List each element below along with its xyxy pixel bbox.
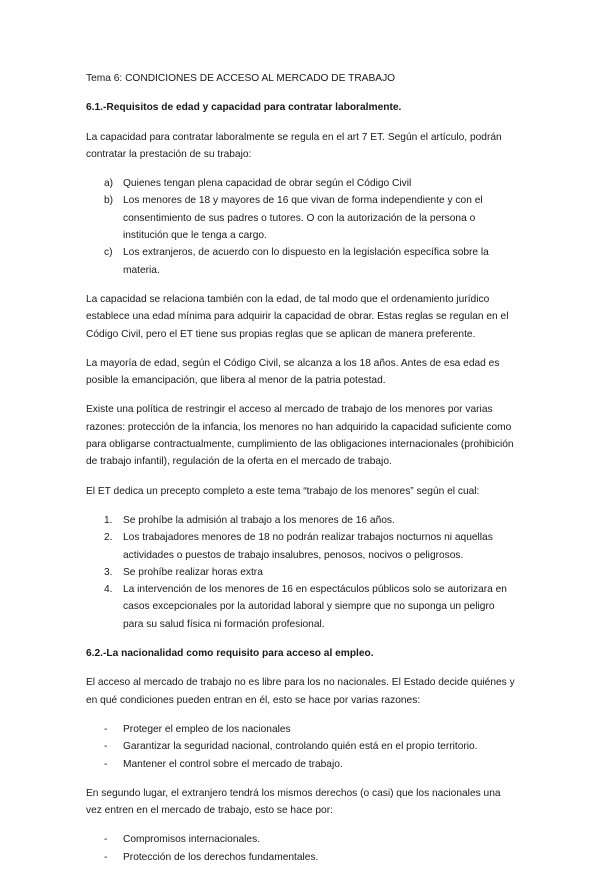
list-marker: - [104, 741, 108, 753]
requirements-list [86, 175, 516, 279]
rights-list [86, 831, 516, 866]
list-item [86, 175, 516, 192]
paragraph: El acceso al mercado de trabajo no es libre para los no nacionales. El Estado decide quiénes y en qué condiciones pueden entran en él, esto se hace por varias razones: [86, 677, 515, 706]
list-item [86, 192, 516, 244]
reasons-list [86, 721, 516, 773]
section-heading-6-2: 6.2.-La nacionalidad como requisito para acceso al empleo. [86, 648, 374, 660]
list-marker: a) [104, 178, 114, 190]
list-item-text: Mantener el control sobre el mercado de trabajo. [123, 758, 343, 770]
section-heading-6-1: 6.1.-Requisitos de edad y capacidad para contratar laboralmente. [86, 102, 402, 114]
list-item-text: Protección de los derechos fundamentales. [123, 851, 319, 863]
paragraph: Existe una política de restringir el acceso al mercado de trabajo de los menores por varias razones: protección de la infancia, los menores no han adquirido la capacidad suficiente como para obligarse contractualmente, cumplimiento de las obligaciones internacionales (prohibición de trabajo infantil), regulación de la oferta en el mercado de trabajo. [86, 404, 514, 468]
list-marker: c) [104, 247, 113, 259]
paragraph: La capacidad se relaciona también con la edad, de tal modo que el ordenamiento jurídico establece una edad mínima para adquirir la capacidad de obrar. Estas reglas se regulan en el Código Civil, pero el ET tiene sus propias reglas que se aplican de manera preferente. [86, 293, 509, 340]
list-item-text: Los extranjeros, de acuerdo con lo dispuesto en la legislación específica sobre la materia. [123, 247, 489, 276]
list-item [86, 721, 516, 738]
list-item-text: Quienes tengan plena capacidad de obrar según el Código Civil [123, 178, 412, 190]
list-marker: b) [104, 195, 114, 207]
list-item-text: La intervención de los menores de 16 en espectáculos públicos solo se autorizara en casos excepcionales por la autoridad laboral y siempre que no suponga un peligro para su salud física ni formación profesional. [123, 584, 507, 630]
paragraph: La mayoría de edad, según el Código Civil, se alcanza a los 18 años. Antes de esa edad es posible la emancipación, que libera al menor de la patria potestad. [86, 357, 500, 387]
list-item-text: Los trabajadores menores de 18 no podrán realizar trabajos nocturnos ni aquellas actividades o puestos de trabajo insalubres, penosos, nocivos o peligrosos. [123, 532, 493, 561]
list-item [86, 529, 516, 564]
paragraph: La capacidad para contratar laboralmente se regula en el art 7 ET. Según el artículo, podrán contratar la prestación de su trabajo: [86, 131, 502, 160]
list-marker: - [104, 834, 108, 846]
list-marker: 4. [104, 584, 113, 596]
document-body [86, 70, 516, 878]
minors-rules-list [86, 512, 516, 633]
list-item-text: Compromisos internacionales. [123, 834, 261, 846]
list-item [86, 564, 516, 581]
list-item-text: Se prohíbe realizar horas extra [123, 566, 263, 578]
list-item [86, 512, 516, 529]
list-marker: - [104, 758, 108, 770]
list-marker: - [104, 851, 108, 863]
list-item-text: Los menores de 18 y mayores de 16 que vivan de forma independiente y con el consentimiento de sus padres o tutores. O con la autorización de la persona o institución que le tenga a cargo. [123, 195, 483, 242]
list-item-text: Proteger el empleo de los nacionales [123, 723, 291, 735]
list-item [86, 738, 516, 755]
list-item [86, 831, 516, 848]
list-marker: 1. [104, 514, 113, 526]
list-item-text: Se prohíbe la admisión al trabajo a los menores de 16 años. [123, 514, 395, 526]
list-item [86, 581, 516, 633]
list-marker: 2. [104, 532, 113, 544]
list-item [86, 244, 516, 279]
list-marker: 3. [104, 566, 113, 578]
list-item-text: Garantizar la seguridad nacional, controlando quién está en el propio territorio. [123, 741, 478, 753]
list-item [86, 849, 516, 866]
document-title: Tema 6: CONDICIONES DE ACCESO AL MERCADO DE TRABAJO [86, 73, 396, 84]
list-marker: - [104, 723, 108, 735]
paragraph: En segundo lugar, el extranjero tendrá los mismos derechos (o casi) que los nacionales una vez entren en el mercado de trabajo, esto se hace por: [86, 787, 501, 817]
paragraph: El ET dedica un precepto completo a este tema “trabajo de los menores” según el cual: [86, 485, 480, 497]
list-item [86, 756, 516, 773]
